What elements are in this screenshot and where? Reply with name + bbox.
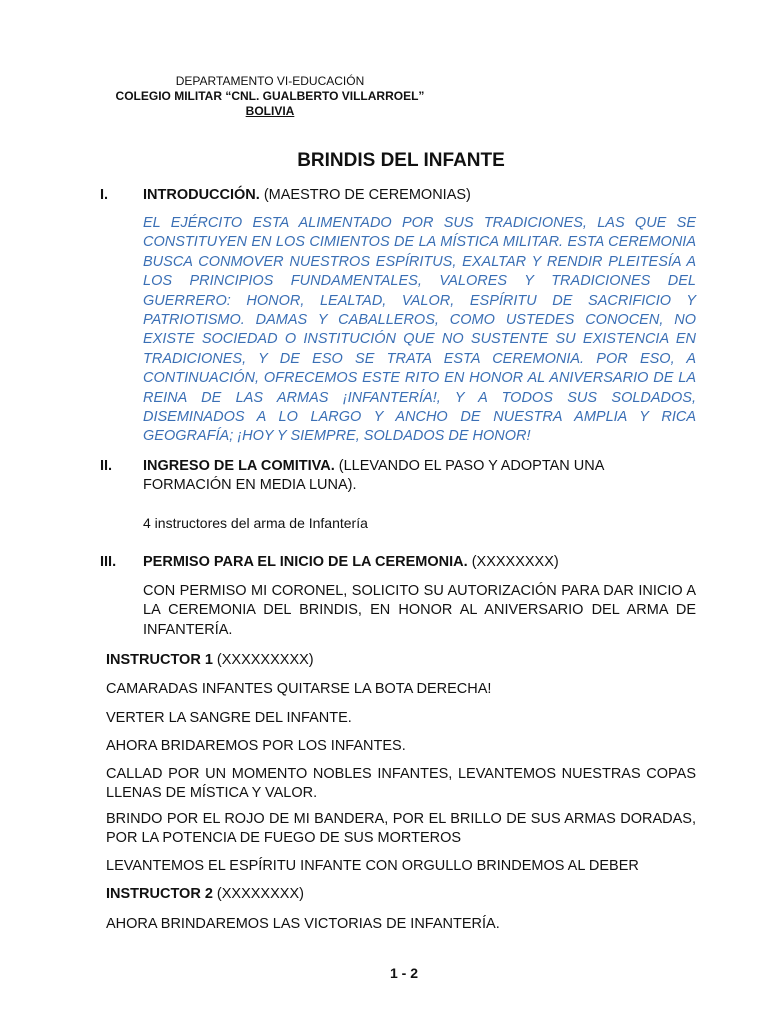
instructor-1-line: CAMARADAS INFANTES QUITARSE LA BOTA DERECHA! [106, 681, 492, 697]
section-note: (LLEVANDO EL PASO Y ADOPTAN UNA FORMACIÓN EN MEDIA LUNA). [143, 458, 604, 494]
school-name: COLEGIO MILITAR “CNL. GUALBERTO VILLARROEL” [115, 89, 425, 103]
instructor-label: INSTRUCTOR 2 [106, 886, 213, 902]
section-note: (XXXXXXXX) [467, 554, 559, 570]
instructor-1-line: AHORA BRIDAREMOS POR LOS INFANTES. [106, 738, 406, 754]
page-number: 1 - 2 [389, 965, 418, 981]
section-number: III. [100, 554, 117, 570]
permiso-paragraph: CON PERMISO MI CORONEL, SOLICITO SU AUTORIZACIÓN PARA DAR INICIO A LA CEREMONIA DEL BRINDIS, EN HONOR AL ANIVERSARIO DEL ARMA DE INFANTERÍA. [143, 583, 696, 638]
instructor-note: (XXXXXXXXX) [212, 652, 314, 668]
section-heading: PERMISO PARA EL INICIO DE LA CEREMONIA. [143, 554, 468, 570]
section-note: (MAESTRO DE CEREMONIAS) [259, 187, 471, 203]
document-header [100, 74, 440, 119]
country-name: BOLIVIA [245, 104, 295, 118]
instructor-1-line: CALLAD POR UN MOMENTO NOBLES INFANTES, LEVANTEMOS NUESTRAS COPAS LLENAS DE MÍSTICA Y VALOR. [106, 766, 696, 802]
document-title: BRINDIS DEL INFANTE [297, 150, 505, 171]
instructor-1-heading [106, 651, 696, 670]
instructor-1-line: BRINDO POR EL ROJO DE MI BANDERA, POR EL BRILLO DE SUS ARMAS DORADAS, POR LA POTENCIA DE FUEGO DE SUS MORTEROS [106, 811, 696, 847]
instructor-note: (XXXXXXXX) [212, 886, 304, 902]
instructor-1-line: LEVANTEMOS EL ESPÍRITU INFANTE CON ORGULLO BRINDEMOS AL DEBER [106, 858, 639, 874]
introduction-paragraph: EL EJÉRCITO ESTA ALIMENTADO POR SUS TRADICIONES, LAS QUE SE CONSTITUYEN EN LOS CIMIENTOS DE LA MÍSTICA MILITAR. ESTA CEREMONIA BUSCA CONMOVER NUESTROS ESPÍRITUS, EXALTAR Y RENDIR PLEITESÍA A LOS PRINCIPIOS FUNDAMENTALES, VALORES Y TRADICIONES DEL GUERRERO: HONOR, LEALTAD, VALOR, ESPÍRITU DE SACRIFICIO Y PATRIOTISMO. DAMAS Y CABALLEROS, COMO USTEDES CONOCEN, NO EXISTE SOCIEDAD O INSTITUCIÓN QUE NO SUSTENTE SU EXISTENCIA EN TRADICIONES, Y DE ESO SE TRATA ESTA CEREMONIA. POR ESO, A CONTINUACIÓN, OFRECEMOS ESTE RITO EN HONOR AL ANIVERSARIO DE LA REINA DE LAS ARMAS ¡INFANTERÍA!, Y A TODOS SUS SOLDADOS, DISEMINADOS A LO LARGO Y ANCHO DE NUESTRA AMPLIA Y RICA GEOGRAFÍA; ¡HOY Y SIEMPRE, SOLDADOS DE HONOR! [143, 215, 696, 445]
instructor-2-line: AHORA BRINDAREMOS LAS VICTORIAS DE INFANTERÍA. [106, 916, 500, 932]
comitiva-paragraph: 4 instructores del arma de Infantería [143, 515, 368, 531]
section-number: II. [100, 458, 113, 474]
department-name: DEPARTAMENTO VI-EDUCACIÓN [175, 74, 365, 88]
instructor-1-line: VERTER LA SANGRE DEL INFANTE. [106, 710, 352, 726]
instructor-label: INSTRUCTOR 1 [106, 652, 213, 668]
section-heading: INTRODUCCIÓN. [143, 187, 260, 203]
section-heading: INGRESO DE LA COMITIVA. [143, 458, 335, 474]
instructor-2-heading [106, 885, 696, 904]
section-number: I. [100, 187, 109, 203]
